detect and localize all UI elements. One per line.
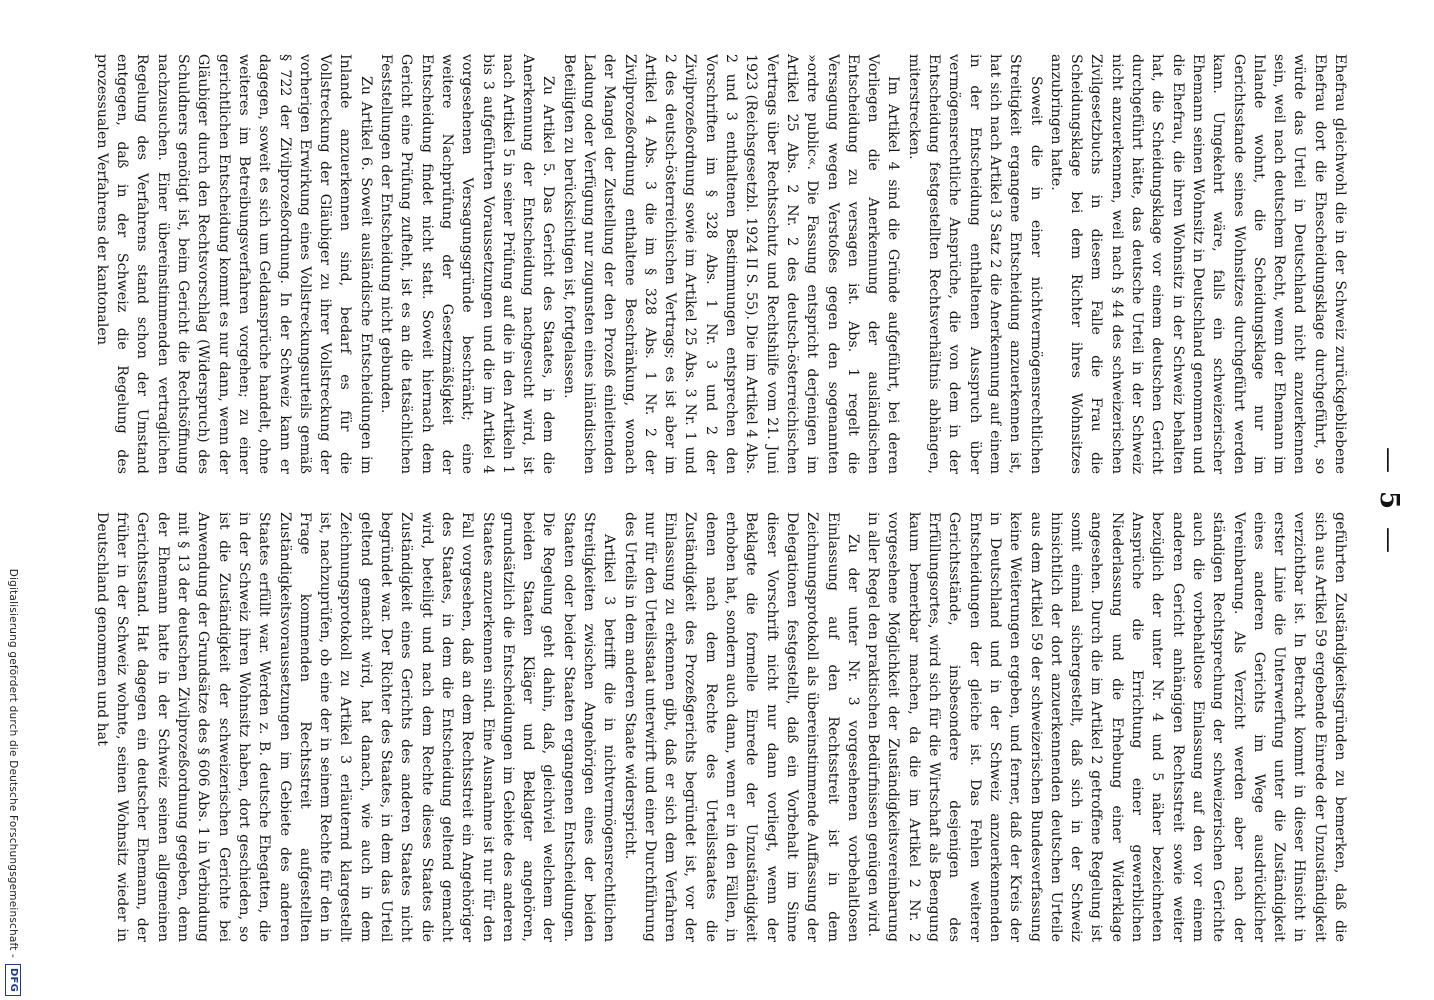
paragraph: Zu Artikel 6. Soweit ausländische Entscheidungen im Inlande anzuerkennen sind, bedarf es für die Vollstreckung der Gläubiger zu ihrer Vollstreckung der vorherigen Erwirkung eines Vollstreckungsurteils gemäß § 722 der Zivilprozeßordnung. In der Schweiz kann er dagegen, soweit es sich um Geldansprüche handelt, ohne weiteres im Betreibungsverfahren vorgehen; zu einer gerichtlichen Entscheidung kommt es nur dann, wenn der Gläubiger durch den Rechtsvorschlag (Widerspruch) des Schuldners genötigt ist, beim Gericht die Rechtsöffnung nachzusuchen. Einer übereinstimmenden vertraglichen Regelung des Verfahrens stand schon der Umstand entgegen, daß in der Schweiz die Regelung des prozessualen Verfahrens der kantonalen xyxy=(93,54,374,474)
page-number-value: 5 xyxy=(1374,490,1404,510)
page-number xyxy=(1374,0,1404,1000)
paragraph: Zu Artikel 5. Das Gericht des Staates, in dem die Anerkennung der Entscheidung nachgesucht wird, ist nach Artikel 5 in seiner Prüfung auf die in den Artikeln 1 bis 3 aufgeführten Voraussetzungen und die im Artikel 4 vorgesehenen Versagungsgründe beschränkt; eine weitere Nachprüfung der Gesetzmäßigkeit der Entscheidung findet nicht statt. Soweit hiernach dem Gericht eine Prüfung zufteht, ist es an die tatsächlichen Feststellungen der Entscheidung nicht gebunden. xyxy=(378,54,557,474)
digitization-footer xyxy=(2,0,24,1000)
footer-text: Digitalisierung gefördert durch die Deutsche Forschungsgemeinschaft - xyxy=(7,568,19,959)
paragraph: Artikel 3 betrifft die in nichtvermögensrechtlichen Streitigkeiten zwischen Angehörigen eines der beiden Staaten oder beider Staaten ergangenen Entscheidungen. Die Regelung geht dahin, daß, gleichviel welchem der beiden Staaten Kläger und Beklagter angehören, grundsätzlich die Entscheidungen im Gebiete des anderen Staates anzuerkennen sind. Eine Ausnahme ist nur für den Fall vorgesehen, daß an dem Rechtsstreit ein Angehöriger des Staates, in dem die Entscheidung geltend gemacht wird, beteiligt und nach dem Rechte dieses Staates die Zuständigkeit eines Gerichts des anderen Staates nicht begründet war. Der Richter des Staates, in dem das Urteil geltend gemacht wird, hat danach, wie auch in dem Zeichnungsprotokoll zu Artikel 3 erläuternd klargestellt ist, nachzuprüfen, ob eine der in seinem Rechte für den in Frage kommenden Rechtsstreit aufgestellten Zuständigkeitsvoraussetzungen im Gebiete des anderen Staates erfüllt war. Werden z. B. deutsche Ehegatten, die in der Schweiz ihren Wohnsitz haben, dort geschieden, so ist die Zuständigkeit der schweizerischen Gerichte bei Anwendung der Grundsätze des § 606 Abs. 1 in Verbindung mit § 13 der deutschen Zivilprozeßordnung gegeben, denn der Ehemann hatte in der Schweiz seinen allgemeinen Gerichtsstand. Hat dagegen ein deutscher Ehemann, der früher in der Schweiz wohnte, seinen Wohnsitz wieder in Deutschland genommen und hat xyxy=(93,512,618,942)
paragraph: Ehefrau gleichwohl die in der Schweiz zurückgebliebene Ehefrau dort die Ehescheidungsklage durchgeführt, so würde das Urteil in Deutschland nicht anzuerkennen sein, weil nach deutschem Recht, wenn der Ehemann im Inlande wohnt, die Scheidungsklage nur im Gerichtsstande seines Wohnsitzes durchgeführt werden kann. Umgekehrt wäre, falls ein schweizerischer Ehemann seinen Wohnsitz in Deutschland genommen und die Ehefrau, die ihren Wohnsitz in der Schweiz behalten hat, die Scheidungsklage vor einem deutschen Gericht durchgeführt hätte, das deutsche Urteil in der Schweiz nicht anzuerkennen, weil nach § 44 des schweizerischen Zivilgesetzbuchs in diesem Falle die Frau die Scheidungsklage bei dem Richter ihres Wohnsitzes anzubringen hatte. xyxy=(1047,54,1348,474)
page-number-dash-left: — xyxy=(1374,446,1404,473)
dfg-logo: DFG xyxy=(5,964,21,996)
paragraph: Zu der unter Nr. 3 vorgesehenen vorbehaltlosen Einlassung auf den Rechtsstreit ist in dem Zeichnungsprotokoll als übereinstimmende Auffassung der Delegationen festgestellt, daß ein Vorbehalt im Sinne dieser Vorschrift nicht nur dann vorliegt, wenn der Beklagte die formelle Einrede der Unzuständigkeit erhoben hat, sondern auch dann, wenn er in den Fällen, in denen nach dem Rechte des Urteilsstaates die Zuständigkeit des Prozeßgerichts begründet ist, vor der Einlassung zu erkennen gibt, daß er sich dem Verfahren nur für den Urteilsstaat unterwirft und einer Durchführung des Urteils in dem anderen Staate widerspricht. xyxy=(621,512,861,942)
text-column-right xyxy=(93,512,1350,942)
text-column-left xyxy=(93,54,1350,474)
paragraph: Soweit die in einer nichtvermögensrechtlichen Streitigkeit ergangene Entscheidung anzuerkennen ist, hat sich nach Artikel 3 Satz 2 die Anerkennung auf einem in der Entscheidung enthaltenen Ausspruch über vermögensrechtliche Ansprüche, die von dem in der Entscheidung festgestellten Rechtsverhältnis abhängen, miterstrecken. xyxy=(905,54,1044,474)
page-number-dash-right: — xyxy=(1374,527,1404,554)
paragraph: Im Artikel 4 sind die Gründe aufgeführt, bei deren Vorliegen die Anerkennung der ausländischen Entscheidung zu versagen ist. Abs. 1 regelt die Versagung wegen Verstoßes gegen den sogenannten »ordre public«. Die Fassung entspricht derjenigen im Artikel 25 Abs. 2 Nr. 2 des deutsch-österreichischen Vertrags über Rechtsschutz und Rechtshilfe vom 21. Juni 1923 (Reichsgesetzbl. 1924 II S. 55). Die im Artikel 4 Abs. 2 und 3 enthaltenen Bestimmungen entsprechen den Vorschriften im § 328 Abs. 1 Nr. 3 und 2 der Zivilprozeßordnung sowie im Artikel 25 Abs. 3 Nr. 1 und 2 des deutsch-österreichischen Vertrags; es ist aber im Artikel 4 Abs. 3 die im § 328 Abs. 1 Nr. 2 der Zivilprozeßordnung enthaltene Beschränkung, wonach der Mangel der Zustellung der den Prozeß einleitenden Ladung oder Verfügung nur zugunsten eines inländischen Beteiligten zu berücksichtigen ist, fortgelassen. xyxy=(560,54,902,474)
paragraph: geführten Zuständigkeitsgründen zu bemerken, daß die sich aus Artikel 59 ergebende Einrede der Unzuständigkeit verzichtbar ist. In Betracht kommt in dieser Hinsicht in erster Linie die Unterwerfung unter die Zuständigkeit eines anderen Gerichts im Wege ausdrücklicher Vereinbarung. Als Verzicht werden aber nach der ständigen Rechtsprechung der schweizerischen Gerichte auch die vorbehaltlose Einlassung auf den vor einem anderen Gericht anhängigen Rechtsstreit sowie weiter bezüglich der unter Nr. 4 und 5 näher bezeichneten Ansprüche die Errichtung einer gewerblichen Niederlassung und die Erhebung einer Widerklage angesehen. Durch die im Artikel 2 getroffene Regelung ist somit einmal sichergestellt, daß sich in der Schweiz hinsichtlich der dort anzuerkennenden deutschen Urteile aus dem Artikel 59 der schweizerischen Bundesverfassung keine Weiterungen ergeben, und ferner, daß der Kreis der in Deutschland und in der Schweiz anzuerkennenden Entscheidungen der gleiche ist. Das Fehlen weiterer Gerichtsstände, insbesondere desjenigen des Erfüllungsortes, wird sich für die Wirtschaft als Beengung kaum bemerkbar machen, da die im Artikel 2 Nr. 2 vorgesehene Möglichkeit der Zuständigkeitsvereinbarung in aller Regel den praktischen Bedürfnissen genügen wird. xyxy=(865,512,1348,942)
